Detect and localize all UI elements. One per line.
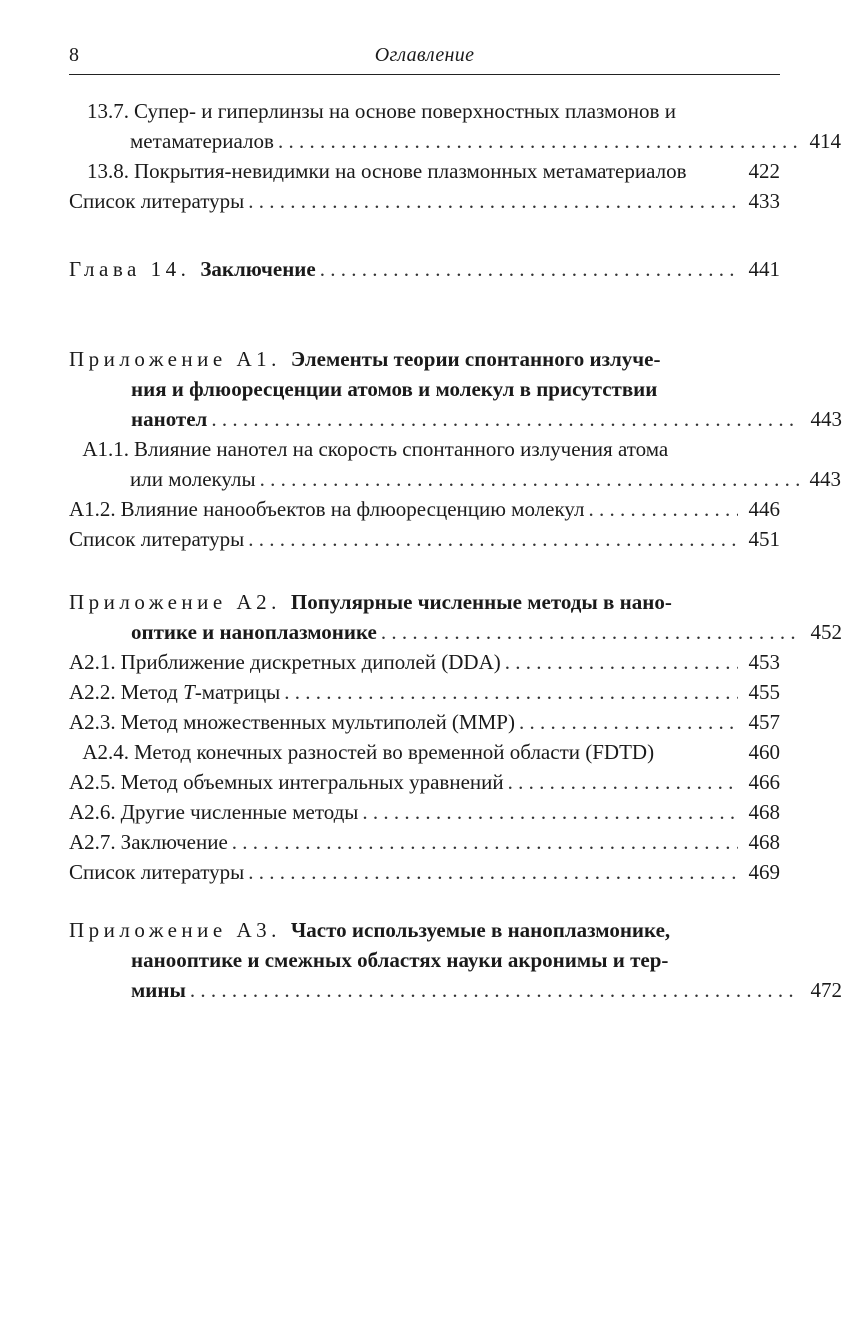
dot-leader [248, 857, 738, 887]
section-number: 13.7. [87, 99, 129, 123]
appendix-prefix: Приложение А3. [69, 918, 281, 942]
page-ref: 457 [748, 710, 780, 734]
section-number: А2.3. [69, 710, 116, 734]
section-number: А2.2. [69, 680, 116, 704]
toc-entry-appendix-a2[interactable] [69, 587, 842, 647]
page-ref: 453 [748, 650, 780, 674]
toc-entry-appendix-a3[interactable] [69, 915, 842, 1005]
section-title-line2: или молекулы [130, 467, 256, 491]
section-title-pre: Метод [120, 680, 184, 704]
references-title: Список литературы [69, 860, 245, 884]
dot-leader [320, 254, 738, 284]
section-title-var: T [183, 680, 195, 704]
section-title-line1: Влияние нанотел на скорость спонтанного излучения атома [134, 437, 669, 461]
dot-leader [190, 975, 800, 1005]
appendix-title-line1: Популярные численные методы в нано- [290, 590, 672, 614]
appendix-title-line2: нанооптике и смежных областях науки акронимы и тер- [131, 948, 669, 972]
toc-entry-a2-7[interactable] [69, 827, 780, 857]
appendix-title-line3: мины [131, 978, 186, 1002]
page-ref: 451 [748, 527, 780, 551]
page-ref: 443 [809, 467, 841, 491]
toc-entry-a2-3[interactable] [69, 707, 780, 737]
section-title: Покрытия-невидимки на основе плазмонных метаматериалов [134, 159, 687, 183]
section-title: Метод объемных интегральных уравнений [120, 770, 504, 794]
toc-entry-chapter-14[interactable] [69, 254, 780, 284]
dot-leader [505, 647, 738, 677]
dot-leader [260, 464, 799, 494]
section-number: А2.1. [69, 650, 116, 674]
toc-entry-appendix-a1[interactable] [69, 344, 842, 434]
section-number: А1.2. [69, 497, 116, 521]
section-title: Приближение дискретных диполей (DDA) [120, 650, 501, 674]
section-title: Другие численные методы [120, 800, 359, 824]
page-ref: 468 [748, 800, 780, 824]
page-header [69, 44, 780, 75]
page-number: 8 [69, 44, 79, 66]
section-title: Заключение [120, 830, 228, 854]
page-ref: 422 [748, 159, 780, 183]
toc-entry-13-8[interactable] [69, 156, 780, 186]
section-title: Метод множественных мультиполей (MMP) [120, 710, 515, 734]
page-ref: 468 [748, 830, 780, 854]
appendix-title-line3: нанотел [131, 407, 208, 431]
page-ref: 414 [809, 129, 841, 153]
references-title: Список литературы [69, 527, 245, 551]
dot-leader [248, 186, 738, 216]
dot-leader [508, 767, 738, 797]
appendix-title-line2: ния и флюоресценции атомов и молекул в присутствии [131, 377, 658, 401]
toc-entry-a1-2[interactable] [69, 494, 780, 524]
section-number: А2.5. [69, 770, 116, 794]
toc-entry-references-a2[interactable] [69, 857, 780, 887]
chapter-prefix: Глава 14. [69, 257, 191, 281]
appendix-title-line1: Часто используемые в наноплазмонике, [290, 918, 671, 942]
section-number: А2.4. [82, 740, 129, 764]
dot-leader [381, 617, 800, 647]
page-ref: 443 [810, 407, 842, 431]
page-ref: 452 [810, 620, 842, 644]
page-ref: 472 [810, 978, 842, 1002]
table-of-contents [69, 96, 842, 1005]
section-title-post: -матрицы [194, 680, 281, 704]
running-title: Оглавление [374, 44, 475, 66]
appendix-title-line2: оптике и наноплазмонике [131, 620, 377, 644]
dot-leader [211, 404, 800, 434]
toc-entry-a2-4[interactable] [69, 737, 780, 767]
toc-entry-a2-2[interactable] [69, 677, 780, 707]
dot-leader [588, 494, 738, 524]
page-ref: 441 [748, 257, 780, 281]
dot-leader [278, 126, 799, 156]
dot-leader [248, 524, 738, 554]
appendix-prefix: Приложение А1. [69, 347, 281, 371]
dot-leader [519, 707, 738, 737]
dot-leader [232, 827, 738, 857]
appendix-prefix: Приложение А2. [69, 590, 281, 614]
page-ref: 455 [748, 680, 780, 704]
toc-entry-references-a1[interactable] [69, 524, 780, 554]
dot-leader [362, 797, 738, 827]
toc-entry-13-7[interactable] [69, 96, 841, 156]
page-ref: 469 [748, 860, 780, 884]
dot-leader [284, 677, 738, 707]
chapter-title: Заключение [200, 257, 316, 281]
page-ref: 446 [748, 497, 780, 521]
toc-entry-a1-1[interactable] [69, 434, 841, 494]
section-number: 13.8. [87, 159, 129, 183]
toc-entry-a2-1[interactable] [69, 647, 780, 677]
toc-entry-references-13[interactable] [69, 186, 780, 216]
page-ref: 466 [748, 770, 780, 794]
section-title: Метод конечных разностей во временной области (FDTD) [134, 740, 655, 764]
page-ref: 460 [748, 740, 780, 764]
page-ref: 433 [748, 189, 780, 213]
toc-entry-a2-5[interactable] [69, 767, 780, 797]
section-title-line1: Супер- и гиперлинзы на основе поверхностных плазмонов и [134, 99, 676, 123]
section-title: Влияние нанообъектов на флюоресценцию молекул [120, 497, 585, 521]
section-number: А2.6. [69, 800, 116, 824]
book-page [69, 0, 842, 1330]
section-number: А2.7. [69, 830, 116, 854]
section-title-line2: метаматериалов [130, 129, 274, 153]
section-title [121, 677, 281, 707]
appendix-title-line1: Элементы теории спонтанного излуче- [290, 347, 661, 371]
toc-entry-a2-6[interactable] [69, 797, 780, 827]
section-number: А1.1. [82, 437, 129, 461]
references-title: Список литературы [69, 189, 245, 213]
